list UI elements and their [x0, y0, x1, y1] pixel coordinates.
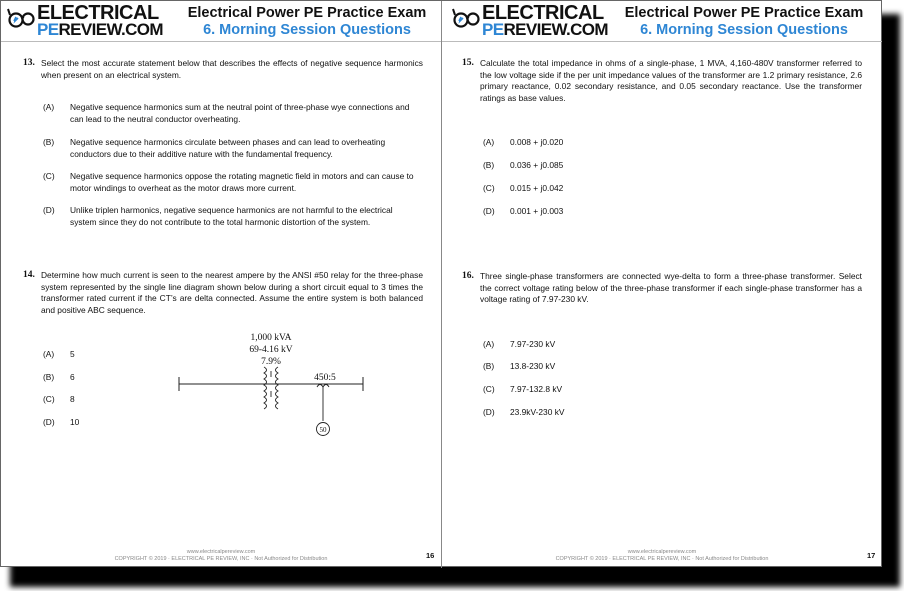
logo-word-pereview: PEREVIEW.COM	[482, 20, 608, 39]
page-number: 16	[426, 551, 435, 560]
footer-copyright: COPYRIGHT © 2019 · ELECTRICAL PE REVIEW, INC · Not Authorized for Distribution	[114, 556, 328, 562]
exam-title: Electrical Power PE Practice Exam	[624, 5, 864, 21]
logo-word-electrical: ELECTRICAL	[37, 2, 159, 24]
ct-symbol	[317, 385, 329, 422]
brand-logo	[7, 3, 177, 39]
logo-word-pereview: PEREVIEW.COM	[37, 20, 163, 39]
transformer-impedance-label: 7.9%	[261, 357, 281, 367]
question-text: Three single-phase transformers are connected wye-delta to form a three-phase transformer. Select the correct voltage rating below of the three-phase transformer if each single-phase transformer has a voltage rating of 7.97-230 kV.	[480, 271, 862, 304]
logo-word-electrical: ELECTRICAL	[482, 2, 604, 24]
page-number: 17	[867, 551, 876, 560]
glasses-logo-icon	[7, 6, 35, 32]
transformer-symbol	[264, 367, 278, 409]
left-page: ELECTRICAL PEREVIEW.COM Electrical Power PE Practice Exam 6. Morning Session Questions 13. Select the most accurate statement below that describes the effects of negative sequence harmonics when present on an electrical system. (A) Negative sequence harmonics sum at the neutral point of three-phase wye connections and can lead to the neutral conductor overheating. (B) Negative sequence harmonics circulate between phases and can lead to overheating conductors due to their additive nature with the fundamental frequency. (C) Negative sequence harmonics oppose the rotating magnetic field in motors and can cause to motor windings to overheat as the motor draws more current. (D) Unlike triplen harmonics, negative sequence harmonics are not harmful to the electrical system since they do not contribute to the total harmonic distortion of the system. 14. Determine how much current is seen to the nearest ampere by the ANSI #50 relay for the three-phase system represented by the single line diagram shown below during a short circuit equal to 3 times the transformer rated current if the CT’s are delta connected. Assume the entire system is both balanced and positive ABC sequence. (A) 5 (B) 6 (C) 8 (D) 10 1,000 kVA 69-4.16 kV 7.9% 450:5 50 www.electricalpereview.com COPYRIGHT © 2019 · ELECTRICAL PE REVIEW, INC · Not Authorized for Distribution 16	[1, 1, 441, 568]
question-15	[462, 58, 862, 104]
question-text: Select the most accurate statement below that describes the effects of negative sequence harmonics when present on an electrical system.	[41, 58, 423, 80]
page-header	[442, 1, 882, 42]
question-13	[23, 58, 423, 81]
question-14	[23, 270, 423, 316]
question-text: Determine how much current is seen to the nearest ampere by the ANSI #50 relay for the three-phase system represented by the single line diagram shown below during a short circuit equal to 3 times the transformer rated current if the CT’s are delta connected. Assume the entire system is both balanced and positive ABC sequence.	[41, 270, 423, 315]
relay-number-label: 50	[319, 426, 327, 434]
question-text: Calculate the total impedance in ohms of a single-phase, 1 MVA, 4,160-480V transformer referred to the low voltage side if the per unit impedance values of the transformer are 1.2 primary resistance, 2.6 primary reactance, 0.02 secondary resistance, and 0.05 secondary reactance. Use the transformer ratings as base values.	[480, 58, 862, 103]
transformer-kva-label: 1,000 kVA	[250, 333, 292, 343]
session-subtitle: 6. Morning Session Questions	[640, 22, 848, 38]
question-number: 15.	[462, 58, 474, 68]
exam-title: Electrical Power PE Practice Exam	[187, 5, 427, 21]
footer-copyright: COPYRIGHT © 2019 · ELECTRICAL PE REVIEW, INC · Not Authorized for Distribution	[555, 556, 769, 562]
glasses-logo-icon	[452, 6, 480, 32]
ct-ratio-label: 450:5	[314, 373, 336, 383]
transformer-voltage-label: 69-4.16 kV	[249, 345, 293, 355]
question-number: 16.	[462, 271, 474, 281]
right-page: ELECTRICAL PEREVIEW.COM Electrical Power PE Practice Exam 6. Morning Session Questions 15. Calculate the total impedance in ohms of a single-phase, 1 MVA, 4,160-480V transformer referred to the low voltage side if the per unit impedance values of the transformer are 1.2 primary resistance, 2.6 primary reactance, 0.02 secondary resistance, and 0.05 secondary reactance. Use the transformer ratings as base values. (A) 0.008 + j0.020 (B) 0.036 + j0.085 (C) 0.015 + j0.042 (D) 0.001 + j0.003 16. Three single-phase transformers are connected wye-delta to form a three-phase transformer. Select the correct voltage rating below of the three-phase transformer if each single-phase transformer has a voltage rating of 7.97-230 kV. (A) 7.97-230 kV (B) 13.8-230 kV (C) 7.97-132.8 kV (D) 23.9kV-230 kV www.electricalpereview.com COPYRIGHT © 2019 · ELECTRICAL PE REVIEW, INC · Not Authorized for Distribution 17	[442, 1, 882, 568]
footer-url: www.electricalpereview.com	[627, 549, 697, 555]
footer-url: www.electricalpereview.com	[186, 549, 256, 555]
brand-logo	[452, 3, 622, 39]
question-number: 13.	[23, 58, 35, 68]
single-line-diagram	[171, 327, 371, 439]
question-16	[462, 271, 862, 306]
page-header	[1, 1, 441, 42]
question-number: 14.	[23, 270, 35, 280]
session-subtitle: 6. Morning Session Questions	[203, 22, 411, 38]
